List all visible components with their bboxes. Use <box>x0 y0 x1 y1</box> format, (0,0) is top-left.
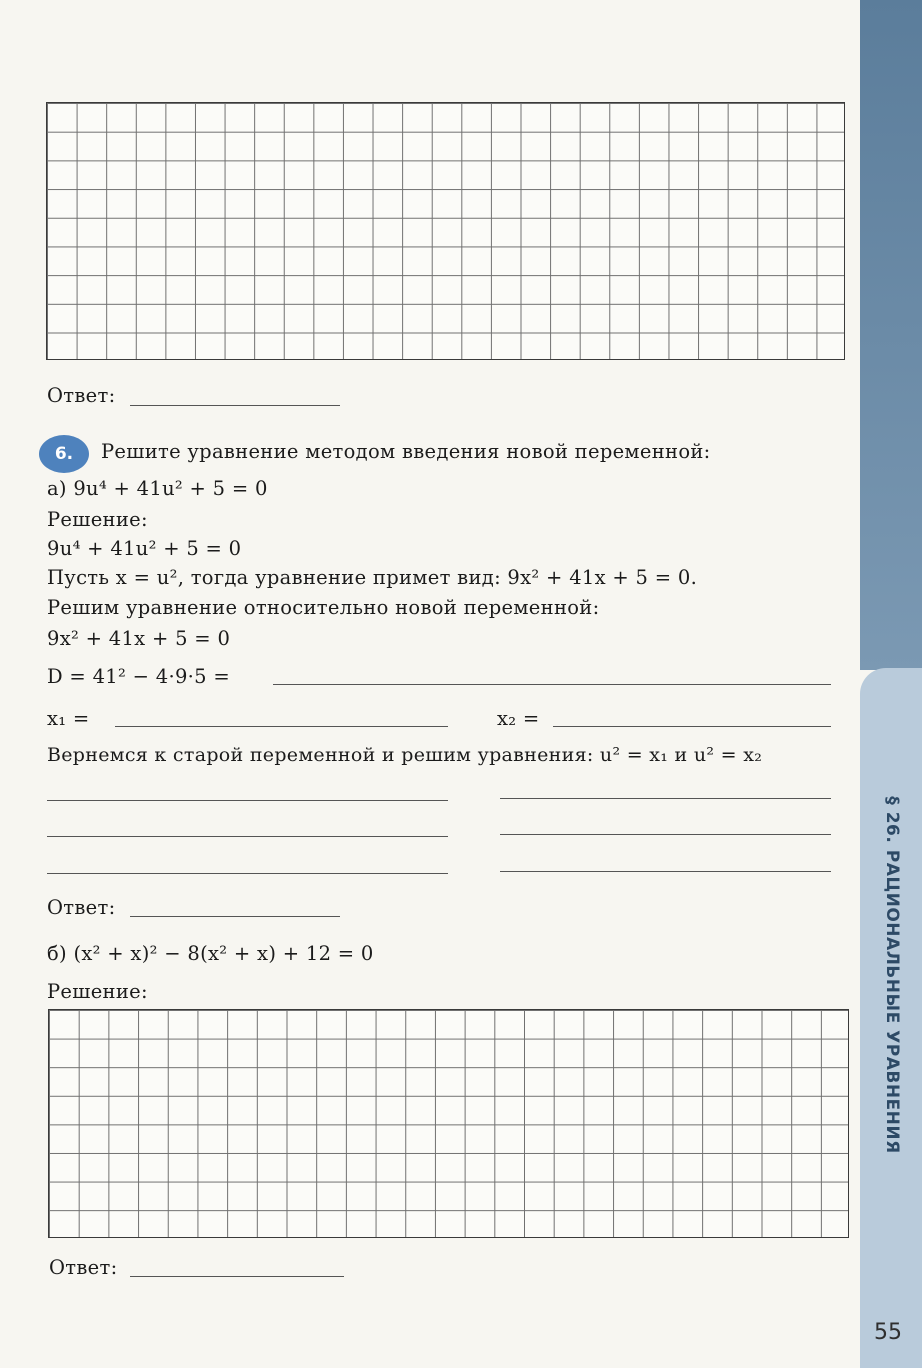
answer-line-a[interactable] <box>130 916 340 917</box>
part-b-equation: (x² + x)² − 8(x² + x) + 12 = 0 <box>73 942 374 965</box>
answer-label-top: Ответ: <box>47 384 116 407</box>
part-a-equation: 9u⁴ + 41u² + 5 = 0 <box>73 477 268 500</box>
discriminant-answer-line[interactable] <box>273 684 831 685</box>
part-a-label: а) <box>47 477 67 500</box>
x1-answer-line[interactable] <box>115 726 448 727</box>
section-title: § 26. РАЦИОНАЛЬНЫЕ УРАВНЕНИЯ <box>882 796 902 1154</box>
part-a-step1: 9u⁴ + 41u² + 5 = 0 <box>47 537 242 560</box>
x2-label: x₂ = <box>497 707 540 730</box>
part-a-return-old: Вернемся к старой переменной и решим уравнения: u² = x₁ и u² = x₂ <box>47 744 763 766</box>
work-line-left-1[interactable] <box>47 800 448 801</box>
answer-line-top[interactable] <box>130 405 340 406</box>
x2-answer-line[interactable] <box>553 726 831 727</box>
answer-label-b: Ответ: <box>49 1256 118 1279</box>
work-line-left-2[interactable] <box>47 836 448 837</box>
task-instruction: Решите уравнение методом введения новой переменной: <box>101 440 711 463</box>
answer-line-b[interactable] <box>130 1276 344 1277</box>
part-a-step2: 9x² + 41x + 5 = 0 <box>47 627 231 650</box>
part-b-label: б) <box>47 942 67 965</box>
discriminant-expression: D = 41² − 4·9·5 = <box>47 665 230 688</box>
work-line-right-1[interactable] <box>500 798 831 799</box>
part-a-heading <box>47 477 268 500</box>
x1-label: x₁ = <box>47 707 90 730</box>
work-line-right-2[interactable] <box>500 834 831 835</box>
page-number: 55 <box>874 1320 902 1345</box>
task-number-badge: 6. <box>39 435 89 473</box>
sidebar-band-top <box>860 0 922 670</box>
answer-grid-bottom[interactable] <box>48 1009 849 1238</box>
part-b-solution-label: Решение: <box>47 980 148 1003</box>
part-b-heading <box>47 942 374 965</box>
part-a-substitution: Пусть x = u², тогда уравнение примет вид: 9x² + 41x + 5 = 0. <box>47 566 698 589</box>
answer-label-a: Ответ: <box>47 896 116 919</box>
part-a-solution-label: Решение: <box>47 508 148 531</box>
work-line-right-3[interactable] <box>500 871 831 872</box>
answer-grid-top[interactable] <box>46 102 845 360</box>
work-line-left-3[interactable] <box>47 873 448 874</box>
part-a-solve-new: Решим уравнение относительно новой переменной: <box>47 596 600 619</box>
